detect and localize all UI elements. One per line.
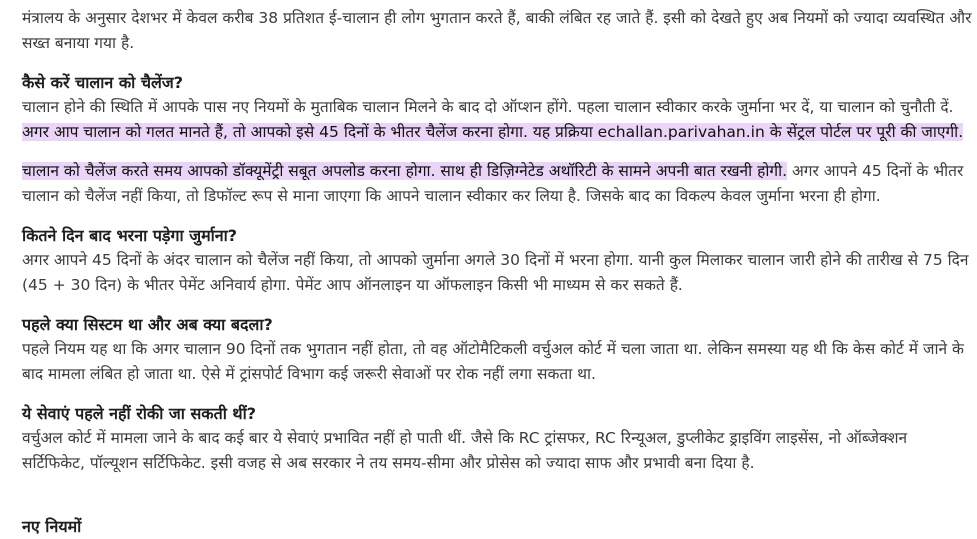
challenge-p1-text: चालान होने की स्थिति में आपके पास नए नियमों के मुताबिक चालान मिलने के बाद दो ऑप्शन होंगे. पहला चालान स्वीकार करके जुर्माना भर दें, या चालान को चुनौती दें. [22, 98, 954, 116]
highlighted-text: अगर आप चालान को गलत मानते हैं, तो आपको इसे 45 दिनों के भीतर चैलेंज करना होगा. यह प्रक्रिया echallan.parivahan.in के सेंट्रल पोर्टल पर पूरी की जाएगी. [22, 123, 964, 141]
intro-paragraph [22, 6, 974, 56]
article-body [22, 6, 974, 490]
next-section-heading-partial: नए नियमों [22, 517, 82, 536]
old-system-paragraph [22, 337, 974, 387]
section-heading-fine-deadline: कितने दिन बाद भरना पड़ेगा जुर्माना? [22, 226, 238, 245]
fine-deadline-text: अगर आपने 45 दिनों के अंदर चालान को चैलेंज नहीं किया, तो आपको जुर्माना अगले 30 दिनों में भरना होगा. यानी कुल मिलाकर चालान जारी होने की तारीख से 75 दिन (45 + 30 दिन) के भीतर पेमेंट अनिवार्य होगा. पेमेंट आप ऑनलाइन या ऑफलाइन किसी भी माध्यम से कर सकते हैं. [22, 251, 969, 294]
intro-text: मंत्रालय के अनुसार देशभर में केवल करीब 38 प्रतिशत ई-चालान ही लोग भुगतान करते हैं, बाकी लंबित रह जाते हैं. इसी को देखते हुए अब नियमों को ज्यादा व्यवस्थित और सख्त बनाया गया है. [22, 9, 972, 52]
services-paragraph [22, 426, 974, 476]
highlighted-text: चालान को चैलेंज करते समय आपको डॉक्यूमेंट्री सबूत अपलोड करना होगा. साथ ही डिज़िग्नेटेड अथॉरिटी के सामने अपनी बात रखनी होगी. [22, 162, 788, 180]
services-text: वर्चुअल कोर्ट में मामला जाने के बाद कई बार ये सेवाएं प्रभावित नहीं हो पाती थीं. जैसे कि RC ट्रांसफर, RC रिन्यूअल, डुप्लीकेट ड्राइविंग लाइसेंस, नो ऑब्जेक्शन सर्टिफिकेट, पॉल्यूशन सर्टिफिकेट. इसी वजह से अब सरकार ने तय समय-सीमा और प्रोसेस को ज्यादा साफ और प्रभावी बना दिया है. [22, 429, 908, 472]
challenge-paragraph-2 [22, 159, 974, 209]
challenge-p2-text: अगर आपने 45 दिनों के भीतर चालान को चैलेंज नहीं किया, तो डिफॉल्ट रूप से माना जाएगा कि आपने चालान स्वीकार कर लिया है. जिसके बाद का विकल्प केवल जुर्माना भरना ही होगा. [22, 162, 964, 205]
section-heading-old-system: पहले क्या सिस्टम था और अब क्या बदला? [22, 315, 273, 334]
section-heading-services: ये सेवाएं पहले नहीं रोकी जा सकती थीं? [22, 404, 257, 423]
challenge-paragraph-1 [22, 95, 974, 145]
old-system-text: पहले नियम यह था कि अगर चालान 90 दिनों तक भुगतान नहीं होता, तो वह ऑटोमैटिकली वर्चुअल कोर्ट में चला जाता था. लेकिन समस्या यह थी कि केस कोर्ट में जाने के बाद मामला लंबित हो जाता था. ऐसे में ट्रांसपोर्ट विभाग कई जरूरी सेवाओं पर रोक नहीं लगा सकता था. [22, 340, 964, 383]
section-heading-challenge: कैसे करें चालान को चैलेंज? [22, 73, 183, 92]
fine-deadline-paragraph [22, 248, 974, 298]
